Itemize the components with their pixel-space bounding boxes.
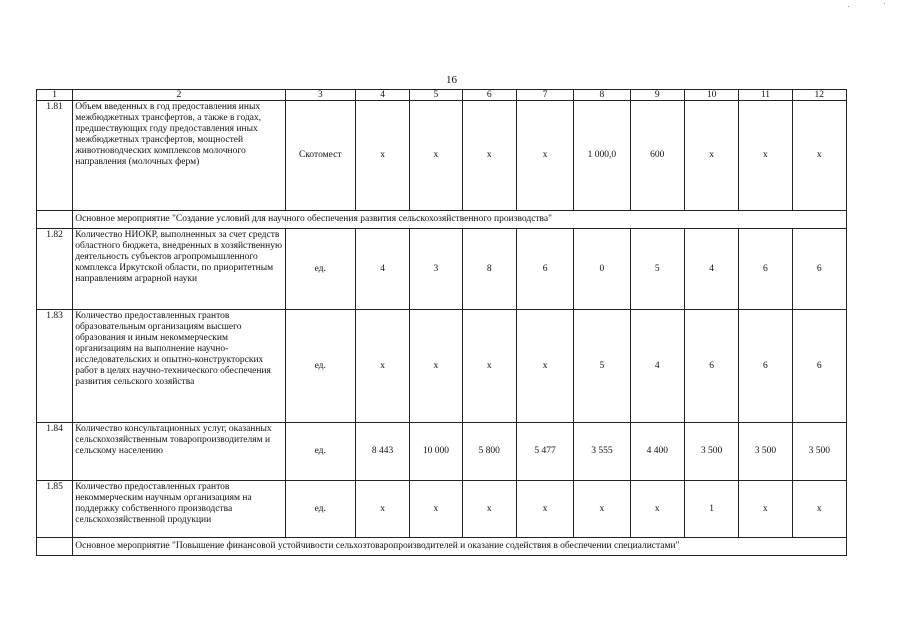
indicator-description: Количество НИОКР, выполненных за счет средств областного бюджета, внедренных в хозяйственную деятельность субъектов агропромышленного комплекса Иркутской области, по приоритетным направлениям аграрной науки	[73, 229, 285, 310]
column-header: 1	[37, 90, 73, 101]
value-cell: 8 443	[355, 423, 409, 481]
section-row	[37, 538, 847, 556]
row-number: 1.82	[37, 229, 73, 310]
row-number: 1.85	[37, 481, 73, 538]
value-cell: x	[410, 310, 462, 423]
value-cell: 4	[355, 229, 409, 310]
value-cell: x	[630, 481, 684, 538]
column-header: 6	[462, 90, 516, 101]
table-row	[37, 481, 847, 538]
table-row	[37, 423, 847, 481]
value-cell: x	[792, 481, 846, 538]
value-cell: x	[355, 310, 409, 423]
column-header: 8	[574, 90, 630, 101]
value-cell: 6	[684, 310, 738, 423]
indicator-description: Объем введенных в год предоставления иных межбюджетных трансфертов, а также в годах, предшествующих году предоставления иных межбюджетных трансфертов, мощностей животноводческих комплексов молочного направления (молочных ферм)	[73, 101, 285, 211]
value-cell: x	[410, 101, 462, 211]
row-number: 1.81	[37, 101, 73, 211]
header-row	[37, 90, 847, 101]
value-cell: 6	[792, 310, 846, 423]
value-cell: 10 000	[410, 423, 462, 481]
value-cell: x	[574, 481, 630, 538]
value-cell: 3 500	[684, 423, 738, 481]
indicator-description: Количество предоставленных грантов образовательным организациям высшего образования и иным некоммерческим организациям на выполнение научно-исследовательских и опытно-конструкторских работ в целях научно-технического обеспечения развития сельского хозяйства	[73, 310, 285, 423]
indicators-table	[36, 89, 847, 556]
row-number: 1.83	[37, 310, 73, 423]
value-cell: 6	[516, 229, 573, 310]
column-header: 2	[73, 90, 285, 101]
value-cell: 6	[739, 229, 792, 310]
section-number-cell	[37, 538, 73, 556]
value-cell: x	[355, 101, 409, 211]
column-header: 11	[739, 90, 792, 101]
value-cell: x	[410, 481, 462, 538]
section-title: Основное мероприятие "Повышение финансовой устойчивости сельхозтоваропроизводителей и оказание содействия в обеспечении специалистами"	[73, 538, 847, 556]
unit-cell: ед.	[285, 423, 355, 481]
column-header: 5	[410, 90, 462, 101]
scan-speck	[884, 3, 885, 4]
value-cell: x	[516, 310, 573, 423]
value-cell: x	[462, 101, 516, 211]
value-cell: x	[792, 101, 846, 211]
indicator-description: Количество консультационных услуг, оказанных сельскохозяйственным товаропроизводителям и сельскому населению	[73, 423, 285, 481]
column-header: 3	[285, 90, 355, 101]
value-cell: 6	[739, 310, 792, 423]
value-cell: x	[739, 101, 792, 211]
unit-cell: ед.	[285, 310, 355, 423]
unit-cell: ед.	[285, 481, 355, 538]
value-cell: 8	[462, 229, 516, 310]
value-cell: 4	[684, 229, 738, 310]
value-cell: 1	[684, 481, 738, 538]
section-title: Основное мероприятие "Создание условий для научного обеспечения развития сельскохозяйственного производства"	[73, 211, 847, 229]
table-row	[37, 229, 847, 310]
value-cell: 1 000,0	[574, 101, 630, 211]
indicator-description: Количество предоставленных грантов некоммерческим научным организациям на поддержку собственного производства сельскохозяйственной продукции	[73, 481, 285, 538]
row-number: 1.84	[37, 423, 73, 481]
value-cell: 600	[630, 101, 684, 211]
scan-speck	[848, 6, 849, 7]
value-cell: 3	[410, 229, 462, 310]
column-header: 7	[516, 90, 573, 101]
value-cell: x	[462, 481, 516, 538]
value-cell: x	[355, 481, 409, 538]
value-cell: 3 555	[574, 423, 630, 481]
value-cell: 4 400	[630, 423, 684, 481]
value-cell: 3 500	[739, 423, 792, 481]
table-body	[37, 90, 847, 556]
unit-cell: ед.	[285, 229, 355, 310]
value-cell: 5 477	[516, 423, 573, 481]
value-cell: 0	[574, 229, 630, 310]
page-number: 16	[446, 74, 457, 86]
value-cell: 5	[630, 229, 684, 310]
table-row	[37, 101, 847, 211]
value-cell: x	[684, 101, 738, 211]
section-number-cell	[37, 211, 73, 229]
column-header: 12	[792, 90, 846, 101]
value-cell: x	[462, 310, 516, 423]
table-row	[37, 310, 847, 423]
column-header: 10	[684, 90, 738, 101]
value-cell: x	[516, 101, 573, 211]
value-cell: x	[516, 481, 573, 538]
column-header: 4	[355, 90, 409, 101]
section-row	[37, 211, 847, 229]
value-cell: x	[739, 481, 792, 538]
value-cell: 5 800	[462, 423, 516, 481]
value-cell: 6	[792, 229, 846, 310]
value-cell: 4	[630, 310, 684, 423]
unit-cell: Скотомест	[285, 101, 355, 211]
value-cell: 3 500	[792, 423, 846, 481]
column-header: 9	[630, 90, 684, 101]
value-cell: 5	[574, 310, 630, 423]
